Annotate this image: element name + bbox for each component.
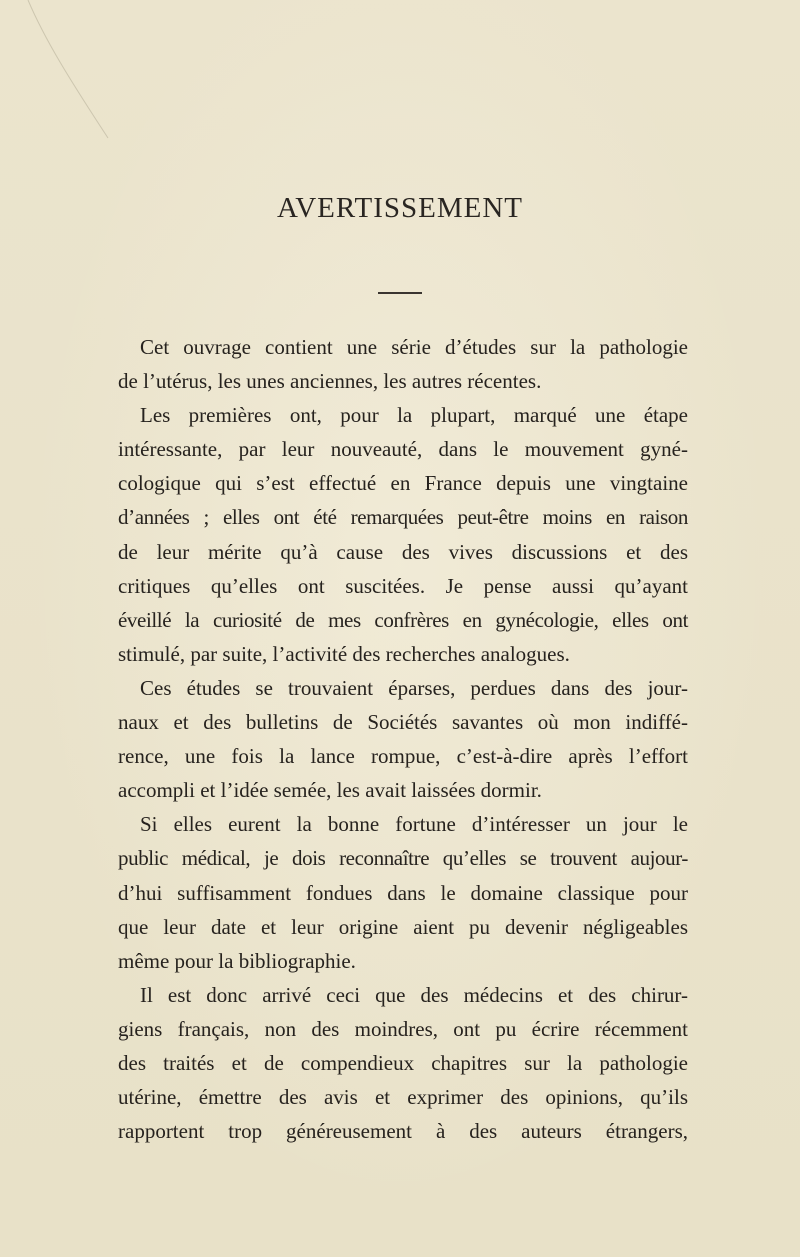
text-line: cologique qui s’est effectué en France depuis une vingtaine	[118, 471, 688, 496]
text-line: Les premières ont, pour la plupart, marqué une étape	[140, 403, 688, 428]
text-line: rapportent trop généreusement à des auteurs étrangers,	[118, 1119, 688, 1144]
page-title: AVERTISSEMENT	[277, 192, 523, 224]
text-line: que leur date et leur origine aient pu devenir négligeables	[118, 914, 688, 939]
text-line: d’hui suffisamment fondues dans le domaine classique pour	[118, 880, 688, 905]
text-line: éveillé la curiosité de mes confrères en gynécologie, elles ont	[118, 607, 688, 632]
text-line: des traités et de compendieux chapitres sur la pathologie	[118, 1050, 688, 1075]
text-line: public médical, je dois reconnaître qu’elles se trouvent aujour-	[118, 846, 688, 871]
text-line: accompli et l’idée semée, les avait laissées dormir.	[118, 778, 542, 803]
text-line: Cet ouvrage contient une série d’études sur la pathologie	[140, 335, 688, 359]
text-line: giens français, non des moindres, ont pu écrire récemment	[118, 1016, 688, 1041]
text-line: naux et des bulletins de Sociétés savantes où mon indiffé-	[118, 710, 688, 735]
text-line: Ces études se trouvaient éparses, perdues dans des jour-	[140, 675, 688, 700]
text-line: Il est donc arrivé ceci que des médecins et des chirur-	[140, 982, 688, 1007]
text-line: intéressante, par leur nouveauté, dans le mouvement gyné-	[118, 437, 688, 462]
text-line: critiques qu’elles ont suscitées. Je pense aussi qu’ayant	[118, 573, 688, 598]
title-separator	[378, 292, 422, 294]
text-line: même pour la bibliographie.	[118, 948, 356, 973]
text-line: rence, une fois la lance rompue, c’est-à-dire après l’effort	[118, 744, 688, 769]
text-line: Si elles eurent la bonne fortune d’intéresser un jour le	[140, 812, 688, 837]
text-line: stimulé, par suite, l’activité des recherches analogues.	[118, 641, 570, 666]
text-line: de leur mérite qu’à cause des vives discussions et des	[118, 539, 688, 564]
text-line: utérine, émettre des avis et exprimer des opinions, qu’ils	[118, 1085, 688, 1110]
text-line: d’années ; elles ont été remarquées peut-être moins en raison	[118, 505, 688, 530]
body-text	[118, 330, 688, 1148]
page-fold-mark	[0, 0, 110, 140]
text-line: de l’utérus, les unes anciennes, les autres récentes.	[118, 369, 542, 394]
